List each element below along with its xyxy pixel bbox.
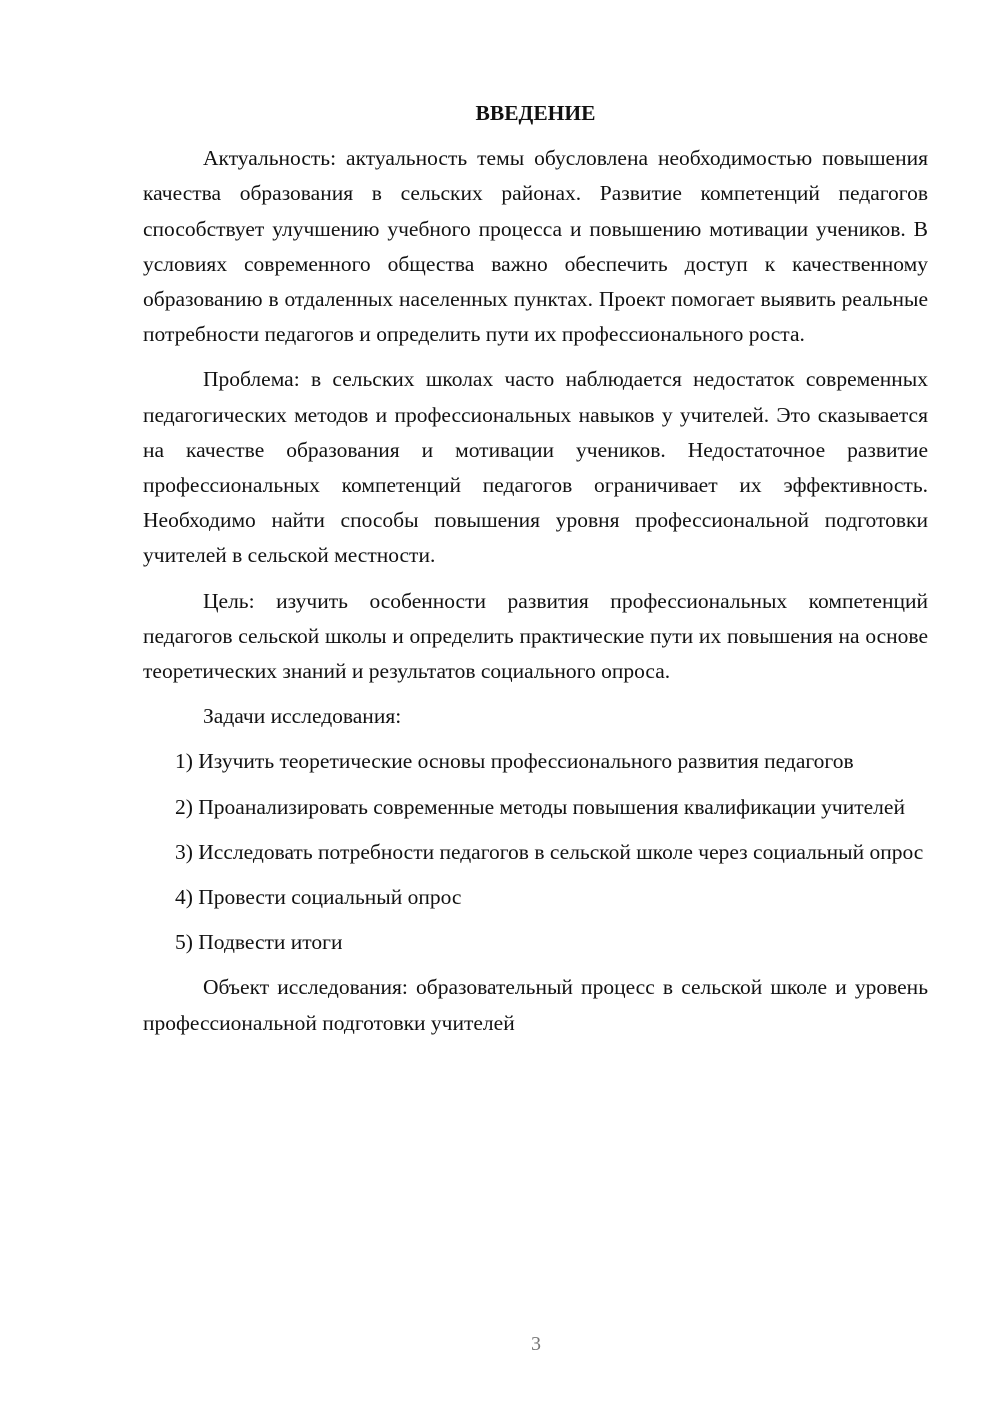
goal-paragraph: Цель: изучить особенности развития профессиональных компетенций педагогов сельской школы и определить практические пути их повышения на основе теоретических знаний и результатов социального опроса. xyxy=(143,588,928,684)
relevance-paragraph: Актуальность: актуальность темы обусловлена необходимостью повышения качества образования в сельских районах. Развитие компетенций педагогов способствует улучшению учебного процесса и повышению мотивации учеников. В условиях современного общества важно обеспечить доступ к качественному образованию в отдаленных населенных пунктах. Проект помогает выявить реальные потребности педагогов и определить пути их профессионального роста. xyxy=(143,146,928,347)
tasks-heading: Задачи исследования: xyxy=(203,704,402,729)
task-item-5: 5) Подвести итоги xyxy=(175,930,343,955)
task-item-4: 4) Провести социальный опрос xyxy=(175,885,462,910)
page-number: 3 xyxy=(531,1333,541,1355)
tasks-list xyxy=(143,744,928,960)
task-item-1: 1) Изучить теоретические основы профессионального развития педагогов xyxy=(175,749,854,774)
section-title: ВВЕДЕНИЕ xyxy=(475,101,596,125)
problem-paragraph: Проблема: в сельских школах часто наблюдается недостаток современных педагогических методов и профессиональных навыков у учителей. Это сказывается на качестве образования и мотивации учеников. Недостаточное развитие профессиональных компетенций педагогов ограничивает их эффективность. Необходимо найти способы повышения уровня профессиональной подготовки учителей в сельской местности. xyxy=(143,367,928,568)
task-item-2: 2) Проанализировать современные методы повышения квалификации учителей xyxy=(175,794,905,819)
task-item-3: 3) Исследовать потребности педагогов в сельской школе через социальный опрос xyxy=(175,839,924,864)
research-object-paragraph: Объект исследования: образовательный процесс в сельской школе и уровень профессиональной подготовки учителей xyxy=(143,975,928,1035)
page-content xyxy=(143,96,928,1041)
